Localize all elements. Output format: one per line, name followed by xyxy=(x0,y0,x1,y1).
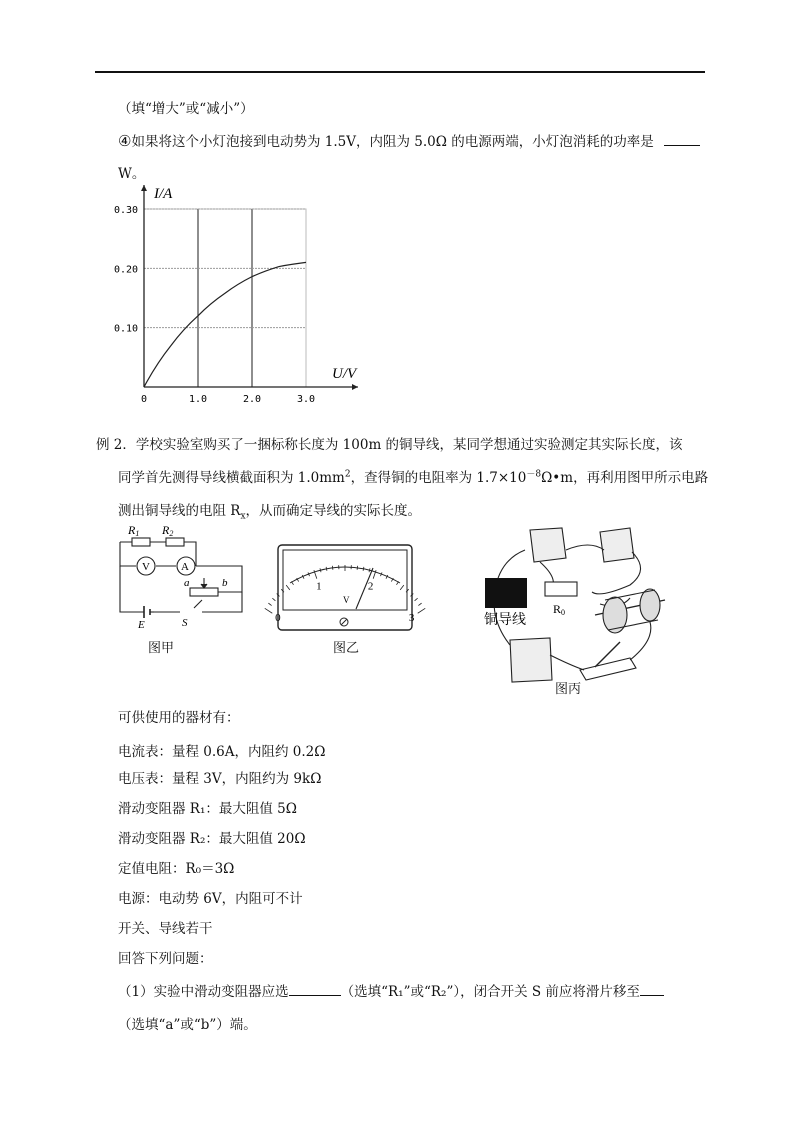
answer-prompt: 回答下列问题： xyxy=(118,951,213,967)
sup-2: 2 xyxy=(344,469,351,480)
label-a: A xyxy=(181,561,189,573)
label-r0: R xyxy=(553,602,562,616)
axes-lines xyxy=(144,185,358,387)
iu-chart xyxy=(110,180,370,405)
x-tick-label: 2.0 xyxy=(243,394,262,405)
svg-text:R0 xyxy=(553,602,565,617)
chart-axes xyxy=(141,185,358,390)
question-1-text-b: （选填“R₁”或“R₂”），闭合开关 S 前应将滑片移至 xyxy=(340,984,640,1000)
svg-text:R2 xyxy=(161,523,173,538)
ammeter-device xyxy=(600,528,634,562)
figure-yi-voltmeter xyxy=(276,543,416,633)
y-axis-label: I/A xyxy=(154,186,173,202)
figure-bing-setup xyxy=(480,520,800,695)
question-1-line-1 xyxy=(118,980,664,1000)
copper-wire-coil xyxy=(485,578,527,608)
example-2-line-2 xyxy=(118,466,708,486)
dial-tick xyxy=(268,603,271,605)
circled-number: ④ xyxy=(118,132,132,150)
dial-label: 1 xyxy=(316,580,322,593)
caption-yi: 图乙 xyxy=(333,641,360,656)
example-2-text-2b: ，查得铜的电阻率为 1.7×10 xyxy=(350,470,527,486)
question-1-line-2: （选填“a”或“b”）端。 xyxy=(118,1017,257,1033)
chart-grid xyxy=(144,209,306,387)
example-2-text-2c: Ω•m，再利用图甲所示电路 xyxy=(541,470,709,486)
caption-jia: 图甲 xyxy=(148,641,175,656)
dial-label: 0 xyxy=(275,612,281,625)
wire-7 xyxy=(630,622,651,660)
x-tick-label: 1.0 xyxy=(189,394,208,405)
label-pb: b xyxy=(222,577,228,589)
label-r1-sub: 1 xyxy=(135,529,140,538)
dial-tick xyxy=(265,608,273,613)
iu-curve xyxy=(144,262,306,387)
dial-label: 3 xyxy=(408,612,415,625)
battery-symbol xyxy=(144,606,150,618)
header-rule xyxy=(95,71,705,73)
dial-tick xyxy=(418,603,421,605)
y-tick-label: 0.30 xyxy=(114,205,139,216)
caption-bing: 图丙 xyxy=(555,682,582,697)
fill-hint-line: （填“增大”或“减小”） xyxy=(118,101,254,117)
equipment-item: 电流表：量程 0.6A，内阻约 0.2Ω xyxy=(118,744,326,760)
equipment-item: 开关、导线若干 xyxy=(118,921,213,937)
equipment-item: 滑动变阻器 R₂：最大阻值 20Ω xyxy=(118,831,306,847)
example-2-text-1: 学校实验室购买了一捆标称长度为 100m 的铜导线，某同学想通过实验测定其实际长度，该 xyxy=(135,437,683,453)
y-tick-label: 0.10 xyxy=(114,323,139,335)
equipment-item: 电源：电动势 6V，内阻可不计 xyxy=(118,891,303,907)
x-axis-label: U/V xyxy=(332,366,357,382)
example-2-line-1 xyxy=(96,433,683,453)
label-e: E xyxy=(138,619,145,631)
question-1-text-a: （1）实验中滑动变阻器应选 xyxy=(118,984,289,1000)
unit-w: W。 xyxy=(118,166,146,182)
label-r2: R xyxy=(162,523,170,537)
x-tick-label: 0 xyxy=(141,394,148,405)
plot-frame xyxy=(144,209,306,387)
answer-blank-rheostat[interactable] xyxy=(289,995,341,996)
example-2-text-3a: 测出铜导线的电阻 R xyxy=(118,503,241,519)
wire-2 xyxy=(566,545,604,550)
dial-tick xyxy=(418,608,426,613)
switch-base xyxy=(580,658,636,680)
label-v: V xyxy=(142,561,150,573)
rheostat-coil-end xyxy=(603,597,627,633)
label-r2-sub: 2 xyxy=(169,529,174,538)
rheostat-body xyxy=(190,588,218,596)
equipment-intro: 可供使用的器材有： xyxy=(118,710,240,726)
dial-tick xyxy=(272,598,275,601)
r0-resistor xyxy=(545,582,577,596)
x-tick-label: 3.0 xyxy=(297,394,316,405)
example-label: 例 2． xyxy=(96,437,136,453)
equipment-item: 电压表：量程 3V，内阻约为 9kΩ xyxy=(118,771,322,787)
resistor-r2 xyxy=(166,538,184,546)
label-r1: R xyxy=(128,523,136,537)
resistor-r1 xyxy=(132,538,150,546)
y-tick-label: 0.20 xyxy=(114,264,139,276)
arrowhead xyxy=(201,584,207,588)
wire-6 xyxy=(550,655,584,670)
wire-label: 铜导线 xyxy=(484,612,526,628)
svg-text:R1 xyxy=(127,523,139,538)
example-2-text-2a: 同学首先测得导线横截面积为 1.0mm xyxy=(118,470,345,486)
label-s: S xyxy=(182,617,188,629)
question-4-text: 如果将这个小灯泡接到电动势为 1.5V，内阻为 5.0Ω 的电源两端，小灯泡消耗的功率是 xyxy=(131,134,654,150)
equipment-item: 定值电阻：R₀＝3Ω xyxy=(118,861,235,877)
battery-box xyxy=(510,638,552,682)
figure-jia-circuit xyxy=(110,522,250,632)
sub-x: x xyxy=(240,511,246,522)
axis-arrowheads xyxy=(141,185,358,390)
dial-tick xyxy=(357,566,358,570)
voltmeter-device xyxy=(530,528,566,562)
question-4-line xyxy=(118,130,700,150)
example-2-line-3 xyxy=(118,499,421,522)
answer-blank-slider-end[interactable] xyxy=(640,995,664,996)
label-r0-sub: 0 xyxy=(561,608,566,617)
dial-label: 2 xyxy=(367,580,374,593)
dial-tick xyxy=(332,566,333,570)
equipment-item: 滑动变阻器 R₁：最大阻值 5Ω xyxy=(118,801,297,817)
example-2-text-3b: ，从而确定导线的实际长度。 xyxy=(245,503,422,519)
dial-tick xyxy=(415,598,418,601)
label-pa: a xyxy=(184,577,190,589)
dial-unit: V xyxy=(343,595,350,605)
sup-neg8: －8 xyxy=(526,469,542,480)
answer-blank-power[interactable] xyxy=(664,145,700,146)
